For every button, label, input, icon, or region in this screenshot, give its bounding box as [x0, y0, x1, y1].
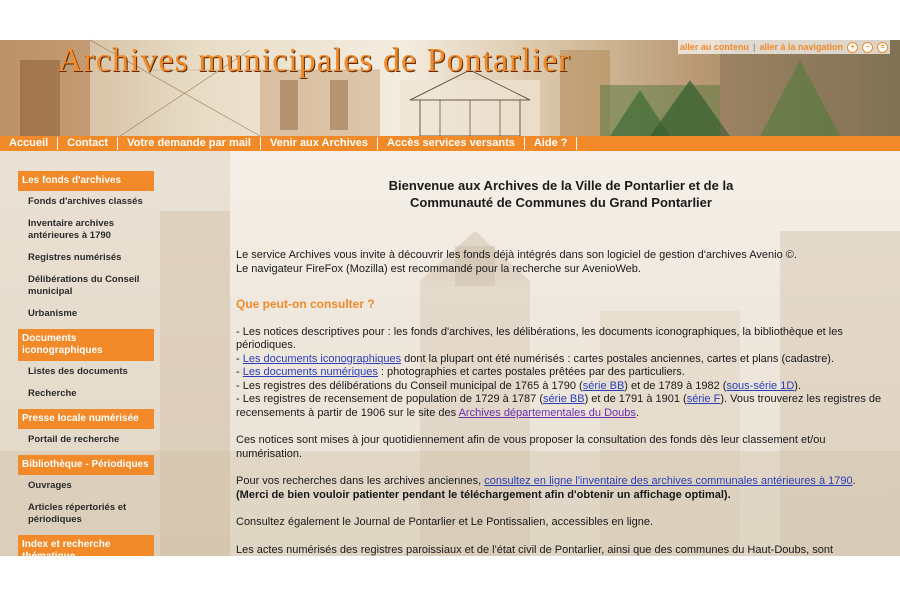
- consult-list: [236, 326, 886, 421]
- search-text2: .: [852, 475, 856, 487]
- bullet-notices: - Les notices descriptives pour : les fonds d'archives, les délibérations, les documents iconographiques, la bibliothèque et les périodiques.: [236, 325, 843, 351]
- journal-paragraph: Consultez également le Journal de Pontarlier et Le Pontissalien, accessibles en ligne.: [236, 516, 654, 528]
- bullet-deliberations-text: - Les registres des délibérations du Conseil municipal de 1765 à 1790 (: [236, 379, 583, 392]
- sidebar-item-urbanisme[interactable]: Urbanisme: [28, 308, 78, 319]
- link-inventaire-1790[interactable]: consultez en ligne l'inventaire des archives communales antérieures à 1790: [484, 475, 853, 487]
- zoom-reset-icon[interactable]: =: [877, 42, 888, 53]
- page-title-line2: Communauté de Communes du Grand Pontarlier: [410, 195, 712, 210]
- sidebar-heading-presse[interactable]: Presse locale numérisée: [18, 409, 154, 429]
- bullet-deliberations-text3: ).: [794, 379, 802, 392]
- nav-item-contact[interactable]: Contact: [58, 137, 118, 150]
- sidebar-item-articles[interactable]: Articles répertoriés et périodiques: [28, 502, 127, 525]
- link-sous-serie-1d[interactable]: sous-série 1D: [726, 379, 795, 392]
- sidebar-item-recherche[interactable]: Recherche: [28, 388, 77, 399]
- bullet-recensement-text3: ). Vous trouverez les registres de recensements à partir de 1906 sur le site des: [236, 393, 882, 419]
- intro-line2: Le navigateur FireFox (Mozilla) est recommandé pour la recherche sur AvenioWeb.: [236, 262, 641, 275]
- link-serie-bb-recensement[interactable]: série BB: [542, 393, 585, 405]
- link-archives-departementales[interactable]: Archives départementales du Doubs: [458, 406, 636, 419]
- link-documents-numeriques[interactable]: Les documents numériques: [242, 366, 378, 378]
- nav-item-aide[interactable]: Aide ?: [525, 137, 578, 150]
- bullet-numeriques-text: : photographies et cartes postales prêtées par des particuliers.: [377, 366, 685, 378]
- sidebar-item-deliberations[interactable]: Délibérations du Conseil municipal: [28, 274, 140, 297]
- sidebar-item-listes-documents[interactable]: Listes des documents: [28, 366, 128, 377]
- sidebar-heading-bibliotheque[interactable]: Bibliothèque - Périodiques: [18, 455, 154, 475]
- link-serie-f[interactable]: série F: [686, 393, 721, 405]
- top-margin: [0, 0, 900, 40]
- link-serie-bb[interactable]: série BB: [582, 379, 625, 392]
- sidebar: [18, 171, 154, 589]
- sidebar-heading-fonds[interactable]: Les fonds d'archives: [18, 171, 154, 191]
- sidebar-item-fonds-classes[interactable]: Fonds d'archives classés: [28, 196, 143, 207]
- nav-item-venir-archives[interactable]: Venir aux Archives: [261, 137, 378, 150]
- page-title: [236, 177, 886, 211]
- sidebar-item-inventaire-1790[interactable]: Inventaire archives antérieures à 1790: [28, 218, 115, 241]
- accessibility-links: [678, 40, 890, 54]
- main-navigation: [0, 136, 900, 151]
- main-content: [236, 177, 886, 557]
- search-paragraph: [236, 475, 886, 502]
- page-title-line1: Bienvenue aux Archives de la Ville de Pontarlier et de la: [388, 178, 734, 193]
- bottom-margin: [0, 556, 900, 600]
- bullet-iconographiques-text: dont la plupart ont été numérisés : cartes postales anciennes, cartes et plans (cadastre).: [401, 352, 835, 365]
- content-area: [0, 151, 900, 556]
- bullet-recensement-text4: .: [635, 406, 639, 419]
- sidebar-item-registres-numerises[interactable]: Registres numérisés: [28, 252, 122, 263]
- site-title: Archives municipales de Pontarlier: [58, 42, 571, 79]
- separator: |: [752, 42, 756, 52]
- nav-item-acces-services[interactable]: Accès services versants: [378, 137, 525, 150]
- bullet-recensement-text2: ) et de 1791 à 1901 (: [584, 393, 687, 405]
- skip-to-navigation-link[interactable]: aller à la navigation: [759, 42, 843, 52]
- bullet-prefix: -: [236, 352, 243, 365]
- header-banner: [0, 40, 900, 136]
- zoom-in-icon[interactable]: +: [847, 42, 858, 53]
- section-heading: Que peut-on consulter ?: [236, 297, 375, 311]
- bullet-deliberations-text2: ) et de 1789 à 1982 (: [624, 379, 727, 392]
- sidebar-item-ouvrages[interactable]: Ouvrages: [28, 480, 72, 491]
- search-text: Pour vos recherches dans les archives anciennes,: [236, 475, 485, 487]
- loading-notice: (Merci de bien vouloir patienter pendant le téléchargement afin d'obtenir un affichage optimal).: [236, 488, 731, 501]
- nav-item-demande-mail[interactable]: Votre demande par mail: [118, 137, 261, 150]
- intro-paragraph: [236, 249, 886, 276]
- actes-paragraph: Les actes numérisés des registres paroissiaux et de l'état civil de Pontarlier, ainsi que des communes du Haut-Doubs, sont: [236, 543, 834, 556]
- nav-item-accueil[interactable]: Accueil: [0, 137, 58, 150]
- sidebar-heading-iconographiques[interactable]: Documents iconographiques: [18, 329, 154, 361]
- intro-line1: Le service Archives vous invite à découvrir les fonds déjà intégrés dans son logiciel de gestion d'archives Avenio ©.: [236, 249, 797, 261]
- update-paragraph: Ces notices sont mises à jour quotidiennement afin de vous proposer la consultation des fonds dès leur classement et/ou numérisation.: [236, 434, 826, 460]
- sidebar-heading-index[interactable]: Index et recherche: [18, 535, 154, 567]
- skip-to-content-link[interactable]: aller au contenu: [679, 42, 749, 52]
- link-documents-iconographiques[interactable]: Les documents iconographiques: [242, 352, 402, 365]
- bullet-recensement-text: - Les registres de recensement de population de 1729 à 1787 (: [236, 393, 543, 405]
- sidebar-item-portail-recherche[interactable]: Portail de recherche: [28, 434, 120, 445]
- zoom-out-icon[interactable]: −: [862, 42, 873, 53]
- bullet-prefix: -: [236, 366, 243, 378]
